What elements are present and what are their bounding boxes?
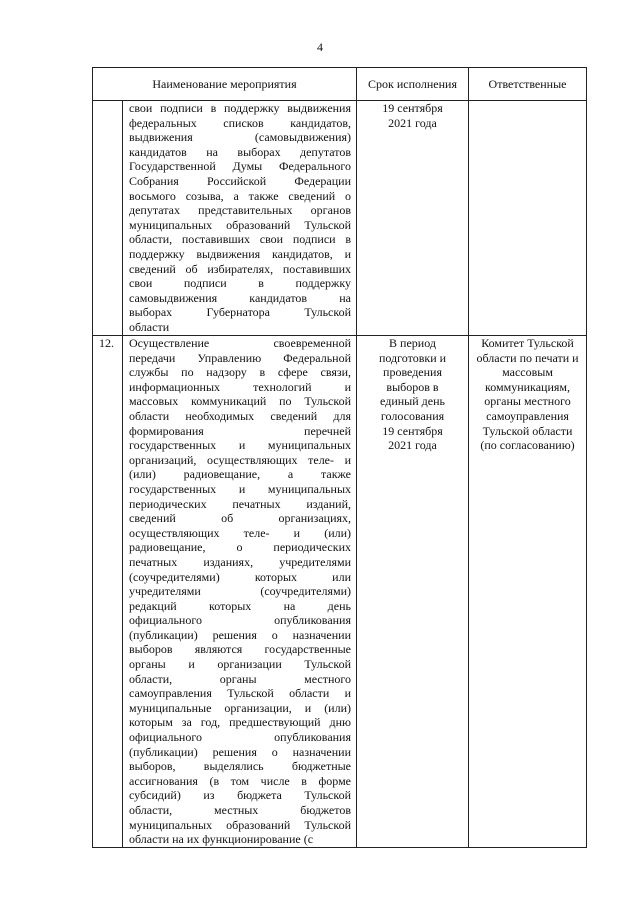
text-line: организаций, осуществляющих теле- и (129, 452, 352, 467)
text-line: области, органы местного (129, 671, 352, 686)
text-line: свои подписи в поддержку (129, 276, 352, 291)
text-line: Осуществление своевременной (129, 336, 352, 350)
text-line: (по согласованию) (480, 438, 575, 453)
text-line: выборов являются государственные (129, 642, 352, 657)
header-responsible: Ответственные (469, 68, 587, 101)
header-term: Срок исполнения (357, 68, 469, 101)
row-name-text (123, 336, 356, 847)
row-number-cell (93, 101, 123, 336)
row-number: 12. (99, 336, 114, 350)
text-line: официального опубликования (129, 730, 352, 745)
text-line: 2021 года (388, 438, 437, 453)
text-line: периодических печатных изданий, (129, 496, 352, 511)
text-line: свои подписи в поддержку выдвижения (129, 101, 352, 115)
text-line: государственных и муниципальных (129, 481, 352, 496)
text-line: (соучредителями) которых или (129, 569, 352, 584)
text-line: учредителями (соучредителями) (129, 584, 352, 599)
text-line: субсидий) из бюджета Тульской (129, 788, 352, 803)
text-line: области по печати и (476, 350, 579, 365)
table-row (93, 101, 587, 336)
text-line: ассигнования (в том числе в форме (129, 773, 352, 788)
text-line: Комитет Тульской (481, 336, 574, 350)
text-line: муниципальных образований Тульской (129, 217, 352, 232)
row-term-text (357, 101, 468, 130)
text-line: самоуправления (486, 408, 569, 423)
row-name-cell (123, 336, 357, 848)
text-line: выборов в (386, 379, 439, 394)
text-line: сведений об избирателях, поставивших (129, 261, 352, 276)
text-line: кандидатов на выборах депутатов (129, 144, 352, 159)
text-line: 19 сентября (382, 423, 443, 438)
text-line: области, поставивших свои подписи в (129, 232, 352, 247)
text-line: Тульской области (482, 423, 573, 438)
text-line: массовым (502, 365, 553, 380)
text-line: (публикации) решения о назначении (129, 744, 352, 759)
row-term-text (357, 336, 468, 453)
text-line: самовыдвижения кандидатов на (129, 290, 352, 305)
text-line: 2021 года (388, 115, 437, 130)
text-line: 19 сентября (382, 101, 443, 115)
text-line: самоуправления Тульской области и (129, 686, 352, 701)
row-responsible-cell (469, 101, 587, 336)
text-line: восьмого созыва, а также сведений о (129, 188, 352, 203)
text-line: радиовещание, о периодических (129, 540, 352, 555)
text-line: сведений об организациях, (129, 511, 352, 526)
text-line: органы местного (484, 394, 571, 409)
row-term-cell (357, 101, 469, 336)
row-number-cell (93, 336, 123, 848)
text-line: формирования перечней (129, 423, 352, 438)
page-number: 4 (317, 40, 323, 54)
text-line: единый день (380, 394, 445, 409)
row-name-cell (123, 101, 357, 336)
text-line: которым за год, предшествующий дню (129, 715, 352, 730)
text-line: (или) радиовещание, а также (129, 467, 352, 482)
text-line: службы по надзору в сфере связи, (129, 365, 352, 380)
text-line: поддержку выдвижения кандидатов, и (129, 246, 352, 261)
text-line: массовых коммуникаций по Тульской (129, 394, 352, 409)
text-line: печатных изданиях, учредителями (129, 554, 352, 569)
text-line: области (129, 319, 170, 334)
text-line: осуществляющих теле- и (или) (129, 525, 352, 540)
text-line: информационных технологий и (129, 379, 352, 394)
text-line: депутатах представительных органов (129, 203, 352, 218)
text-line: В период (389, 336, 436, 350)
text-line: государственных и муниципальных (129, 438, 352, 453)
text-line: органы и организации Тульской (129, 657, 352, 672)
text-line: проведения (383, 365, 442, 380)
text-line: области на их функционирование (с (129, 832, 314, 847)
table-header-row (93, 68, 587, 101)
text-line: передачи Управлению Федеральной (129, 350, 352, 365)
text-line: области необходимых сведений для (129, 408, 352, 423)
text-line: Собрания Российской Федерации (129, 173, 352, 188)
text-line: (публикации) решения о назначении (129, 627, 352, 642)
events-table (92, 67, 587, 848)
text-line: муниципальных образований Тульской (129, 817, 352, 832)
table-row (93, 336, 587, 848)
text-line: Государственной Думы Федерального (129, 159, 352, 174)
text-line: подготовки и (378, 350, 447, 365)
header-name: Наименование мероприятия (93, 68, 357, 101)
text-line: редакций которых на день (129, 598, 352, 613)
text-line: выдвижения (самовыдвижения) (129, 130, 352, 145)
row-term-cell (357, 336, 469, 848)
row-responsible-cell (469, 336, 587, 848)
text-line: федеральных списков кандидатов, (129, 115, 352, 130)
text-line: выборах Губернатора Тульской (129, 305, 352, 320)
text-line: голосования (380, 408, 445, 423)
row-responsible-text (469, 336, 586, 453)
text-line: области, местных бюджетов (129, 803, 352, 817)
row-name-text (123, 101, 356, 335)
text-line: официального опубликования (129, 613, 352, 628)
text-line: коммуникациям, (485, 379, 570, 394)
text-line: муниципальные организации, и (или) (129, 700, 352, 715)
text-line: выборов, выделялись бюджетные (129, 759, 352, 774)
